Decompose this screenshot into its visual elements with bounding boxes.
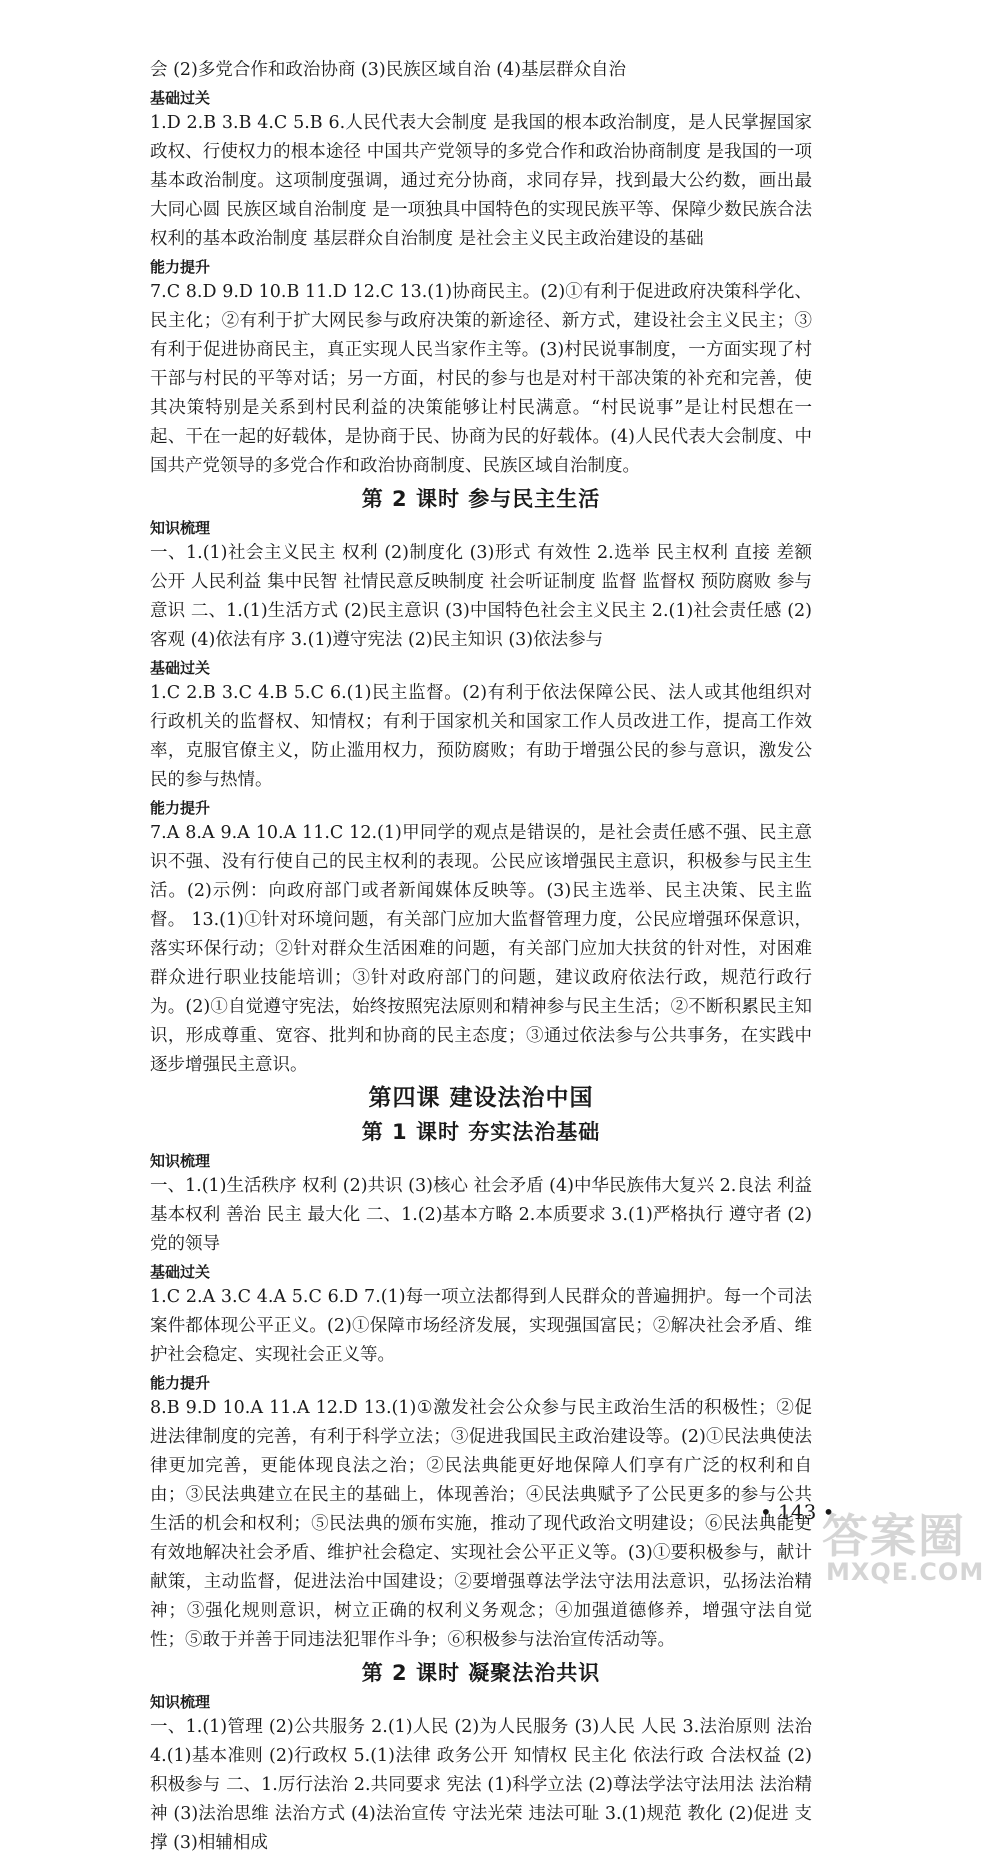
answer-page-body [150, 56, 812, 1858]
answer-text: 1.C 2.A 3.C 4.A 5.C 6.D 7.(1)每一项立法都得到人民群众的普遍拥护。每一个司法案件都体现公平正义。(2)①保障市场经济发展，实现强国富民；②解决社会矛盾、维护社会稳定、实现社会正义等。 [150, 1287, 812, 1365]
section-heading: 基础过关 [150, 659, 211, 677]
section-heading: 知识梳理 [150, 1152, 211, 1170]
page-number: • 143 • [760, 1500, 835, 1524]
section-heading: 能力提升 [150, 258, 211, 276]
section-heading: 基础过关 [150, 89, 211, 107]
watermark-text: 答案圈 [822, 1509, 966, 1563]
section-heading: 知识梳理 [150, 519, 211, 537]
answer-text: 8.B 9.D 10.A 11.A 12.D 13.(1)①激发社会公众参与民主政治生活的积极性；②促进法律制度的完善，有利于科学立法；③促进我国民主政治建设等。(2)①民法典使法律更加完善，更能体现良法之治；②民法典能更好地保障人们享有广泛的权利和自由；③民法典建立在民主的基础上，体现善治；④民法典赋予了公民更多的参与公共生活的机会和权利；⑤民法典的颁布实施，推动了现代政治文明建设；⑥民法典能更有效地解决社会矛盾、维护社会稳定、实现社会公平正义等。(3)①要积极参与，献计献策，主动监督，促进法治中国建设；②要增强尊法学法守法用法意识，弘扬法治精神；③强化规则意识，树立正确的权利义务观念；④加强道德修养，增强守法自觉性；⑤敢于并善于同违法犯罪作斗争；⑥积极参与法治宣传活动等。 [150, 1398, 812, 1650]
answer-text: 会 (2)多党合作和政治协商 (3)民族区域自治 (4)基层群众自治 [150, 60, 627, 80]
answer-text: 1.D 2.B 3.B 4.C 5.B 6.人民代表大会制度 是我国的根本政治制度，是人民掌握国家政权、行使权力的根本途径 中国共产党领导的多党合作和政治协商制度 是我国的一项基本政治制度。这项制度强调，通过充分协商，求同存异，找到最大公约数，画出最大同心圆 民族区域自治制度 是一项独具中国特色的实现民族平等、保障少数民族合法权利的基本政治制度 基层群众自治制度 是社会主义民主政治建设的基础 [150, 113, 812, 249]
lesson-title: 第四课 建设法治中国 [368, 1085, 594, 1111]
section-heading: 基础过关 [150, 1263, 211, 1281]
answer-text: 7.C 8.D 9.D 10.B 11.D 12.C 13.(1)协商民主。(2)①有利于促进政府决策科学化、民主化；②有利于扩大网民参与政府决策的新途径、新方式，建设社会主义民主；③有利于促进协商民主，真正实现人民当家作主等。(3)村民说事制度，一方面实现了村干部与村民的平等对话；另一方面，村民的参与也是对村干部决策的补充和完善，使其决策特别是关系到村民利益的决策能够让村民满意。“村民说事”是让村民想在一起、干在一起的好载体，是协商于民、协商为民的好载体。(4)人民代表大会制度、中国共产党领导的多党合作和政治协商制度、民族区域自治制度。 [150, 282, 812, 476]
answer-text: 一、1.(1)社会主义民主 权利 (2)制度化 (3)形式 有效性 2.选举 民主权利 直接 差额 公开 人民利益 集中民智 社情民意反映制度 社会听证制度 监督 监督权 预防腐败 参与意识 二、1.(1)生活方式 (2)民主意识 (3)中国特色社会主义民主 2.(1)社会责任感 (2)客观 (4)依法有序 3.(1)遵守宪法 (2)民主知识 (3)依法参与 [150, 543, 812, 650]
watermark-url: MXQE.COM [826, 1558, 985, 1586]
section-heading: 能力提升 [150, 1374, 211, 1392]
watermark-logo [822, 1500, 985, 1590]
answer-text: 1.C 2.B 3.C 4.B 5.C 6.(1)民主监督。(2)有利于依法保障公民、法人或其他组织对行政机关的监督权、知情权；有利于国家机关和国家工作人员改进工作，提高工作效率，克服官僚主义，防止滥用权力，预防腐败；有助于增强公民的参与意识，激发公民的参与热情。 [150, 683, 812, 790]
lesson-title: 第 1 课时 夯实法治基础 [361, 1120, 601, 1144]
section-heading: 知识梳理 [150, 1693, 211, 1711]
answer-text: 一、1.(1)生活秩序 权利 (2)共识 (3)核心 社会矛盾 (4)中华民族伟大复兴 2.良法 利益 基本权利 善治 民主 最大化 二、1.(2)基本方略 2.本质要求 3.(1)严格执行 遵守者 (2)党的领导 [150, 1176, 812, 1254]
lesson-title: 第 2 课时 凝聚法治共识 [361, 1661, 601, 1685]
lesson-title: 第 2 课时 参与民主生活 [361, 487, 601, 511]
answer-text: 7.A 8.A 9.A 10.A 11.C 12.(1)甲同学的观点是错误的，是社会责任感不强、民主意识不强、没有行使自己的民主权利的表现。公民应该增强民主意识，积极参与民主生活。(2)示例：向政府部门或者新闻媒体反映等。(3)民主选举、民主决策、民主监督。 13.(1)①针对环境问题，有关部门应加大监督管理力度，公民应增强环保意识，落实环保行动；②针对群众生活困难的问题，有关部门应加大扶贫的针对性，对困难群众进行职业技能培训；③针对政府部门的问题，建议政府依法行政，规范行政行为。(2)①自觉遵守宪法，始终按照宪法原则和精神参与民主生活；②不断积累民主知识，形成尊重、宽容、批判和协商的民主态度；③通过依法参与公共事务，在实践中逐步增强民主意识。 [150, 823, 812, 1075]
answer-text: 一、1.(1)管理 (2)公共服务 2.(1)人民 (2)为人民服务 (3)人民 人民 3.法治原则 法治 4.(1)基本准则 (2)行政权 5.(1)法律 政务公开 知情权 民主化 依法行政 合法权益 (2)积极参与 二、1.厉行法治 2.共同要求 宪法 (1)科学立法 (2)尊法学法守法用法 法治精神 (3)法治思维 法治方式 (4)法治宣传 守法光荣 违法可耻 3.(1)规范 教化 (2)促进 支撑 (3)相辅相成 [150, 1717, 812, 1853]
section-heading: 能力提升 [150, 799, 211, 817]
